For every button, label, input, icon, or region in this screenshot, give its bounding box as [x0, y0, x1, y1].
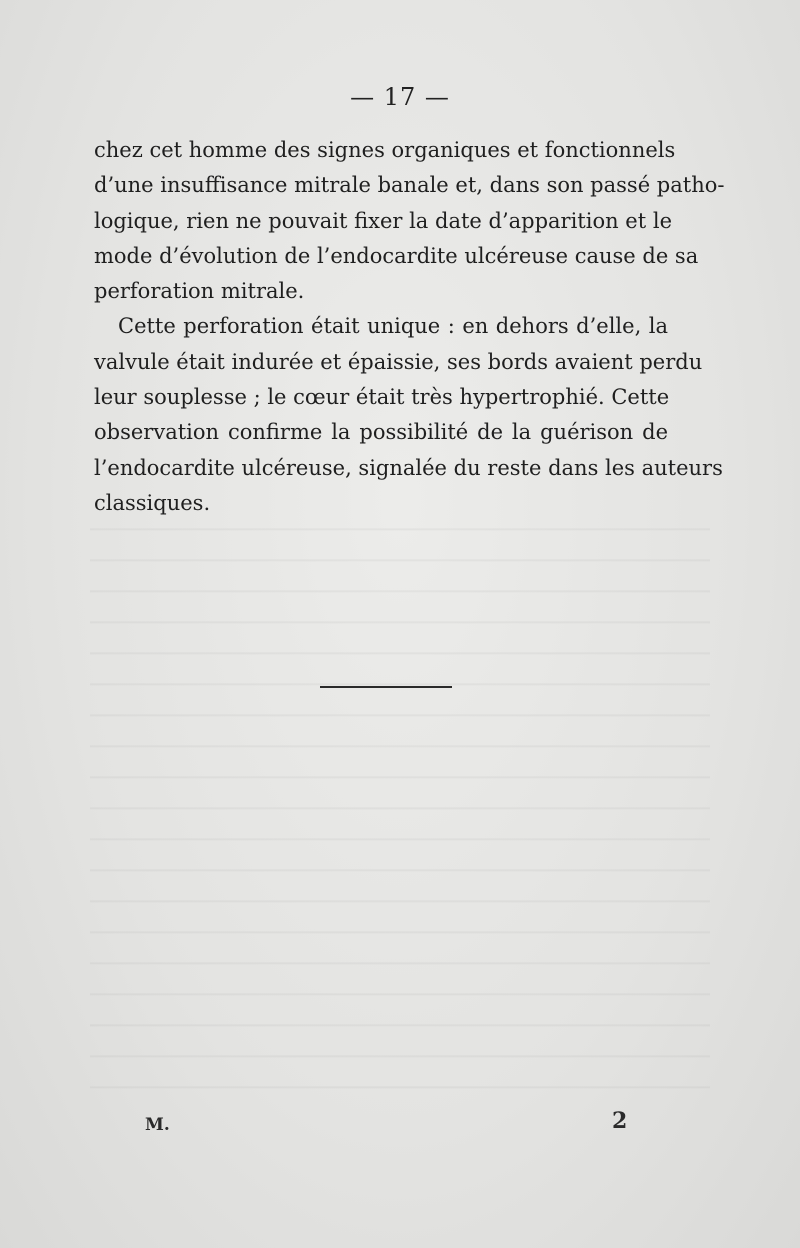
text-line: mode d’évolution de l’endocardite ulcéreuse cause de sa [94, 243, 699, 268]
text-line: observation confirme la possibilité de la guérison de [94, 420, 668, 445]
show-through-texture [90, 500, 710, 1100]
text-line: l’endocardite ulcéreuse, signalée du reste dans les auteurs [94, 455, 723, 480]
text-line: valvule était indurée et épaissie, ses bords avaient perdu [94, 349, 703, 374]
text-line: classiques. [94, 490, 211, 515]
body-text [94, 133, 725, 521]
section-rule [320, 686, 452, 688]
text-line: chez cet homme des signes organiques et fonctionnels [94, 138, 676, 162]
signature-mark: M. [145, 1115, 170, 1135]
text-line: perforation mitrale. [94, 279, 305, 304]
signature-number: 2 [612, 1108, 628, 1134]
text-line: logique, rien ne pouvait fixer la date d’apparition et le [94, 208, 672, 233]
text-line: d’une insuffisance mitrale banale et, dans son passé patho- [94, 173, 725, 198]
page-number: — 17 — [350, 83, 450, 111]
text-line: Cette perforation était unique : en dehors d’elle, la [118, 314, 668, 339]
text-line: leur souplesse ; le cœur était très hypertrophié. Cette [94, 385, 670, 410]
